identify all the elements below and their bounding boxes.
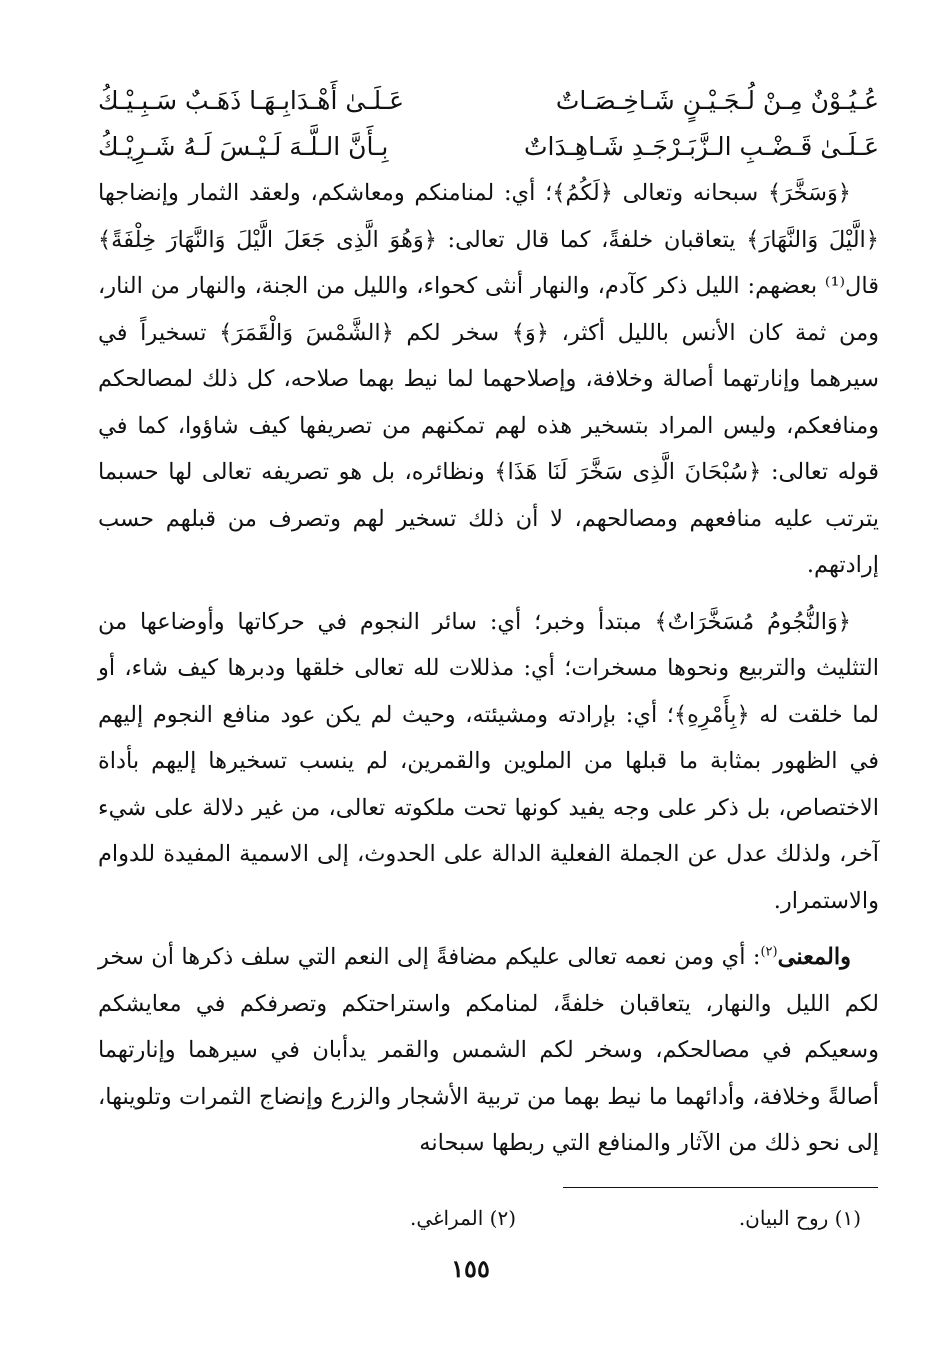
page-body	[98, 78, 879, 1167]
footnote-2: (٢) المراغي.	[409, 1206, 516, 1230]
paragraph-2-text: ﴿وَالنُّجُومُ مُسَخَّرَاتٌ﴾ مبتدأ وخبر؛ أي: سائر النجوم في حركاتها وأوضاعها من التثليث والتربيع ونحوها مسخرات؛ أي: مذللات لله تعالى خلقها ودبرها كيف شاء، أو لما خلقت له ﴿بِأَمْرِهِ﴾؛ أي: بإرادته ومشيئته، وحيث لم يكن عود منافع النجوم إليهم في الظهور بمثابة ما قبلها من الملوين والقمرين، لم ينسب تسخيرها إليهم بأداة الاختصاص، بل ذكر على وجه يفيد كونها تحت ملكوته تعالى، من غير دلالة على شيء آخر، ولذلك عدل عن الجملة الفعلية الدالة على الحدوث، إلى الاسمية المفيدة للدوام والاستمرار.	[98, 608, 879, 914]
poem-verse-1-second-hemistich: عَـلَـىٰ أَهْـدَابِـهَـا ذَهَـبٌ سَـبِـيْـكُ	[98, 86, 405, 115]
poem-verse-2-second-hemistich: بِـأَنَّ الـلَّـهَ لَـيْـسَ لَـهُ شَـرِيْـكُ	[98, 132, 389, 161]
footnote-separator	[563, 1187, 878, 1188]
poem-verse-2-first-hemistich: عَـلَـىٰ قَـضْـبِ الـزَّبَـرْجَـدِ شَـاهِـدَاتٌ	[523, 132, 879, 161]
paragraph-3-lead-word: والمعنى	[777, 944, 851, 970]
paragraph-1	[98, 170, 879, 589]
paragraph-3	[98, 934, 879, 1167]
poem-verse-1-first-hemistich: عُـيُـوْنٌ مِـنْ لُـجَـيْـنٍ شَـاخِـصَـاتٌ	[555, 86, 879, 115]
poem-verse-1	[98, 78, 879, 124]
paragraph-3-text: : أي ومن نعمه تعالى عليكم مضافةً إلى النعم التي سلف ذكرها أن سخر لكم الليل والنهار، يتعاقبان خلفةً، لمنامكم واستراحتكم وتصرفكم في معايشكم وسعيكم في مصالحكم، وسخر لكم الشمس والقمر يدأبان في سيرهما وإنارتهما أصالةً وخلافة، وأدائهما ما نيط بهما من تربية الأشجار والزرع وإنضاج الثمرات وتلوينها، إلى نحو ذلك من الآثار والمنافع التي ربطها سبحانه	[98, 944, 879, 1156]
paragraph-1-text: ﴿وَسَخَّرَ﴾ سبحانه وتعالى ﴿لَكُمُ﴾؛ أي: لمنامنكم ومعاشكم، ولعقد الثمار وإنضاجها ﴿الَّيْلَ وَالنَّهَارَ﴾ يتعاقبان خلفةً، كما قال تعالى: ﴿وَهُوَ الَّذِى جَعَلَ الَّيْلَ وَالنَّهَارَ خِلْفَةً﴾ قال⁽¹⁾ بعضهم: الليل ذكر كآدم، والنهار أنثى كحواء، والليل من الجنة، والنهار من النار، ومن ثمة كان الأنس بالليل أكثر، ﴿وَ﴾ سخر لكم ﴿الشَّمْسَ وَالْقَمَرَ﴾ تسخيراً في سيرهما وإنارتهما أصالة وخلافة، وإصلاحهما لما نيط بهما صلاحه، كل ذلك لمصالحكم ومنافعكم، وليس المراد بتسخير هذه لهم تمكنهم من تصريفها كيف شاؤوا، كما في قوله تعالى: ﴿سُبْحَانَ الَّذِى سَخَّرَ لَنَا هَذَا﴾ ونظائره، بل هو تصريفه تعالى لها حسبما يترتب عليه منافعهم ومصالحهم، لا أن ذلك تسخير لهم وتصرف من قبلهم حسب إرادتهم.	[98, 180, 879, 578]
poem-verse-2	[98, 124, 879, 170]
page-number: ١٥٥	[451, 1254, 490, 1283]
footnote-ref-2: (٢)	[760, 944, 778, 960]
paragraph-2	[98, 599, 879, 925]
footnote-1: (١) روح البيان.	[738, 1206, 861, 1230]
footnotes	[301, 1203, 861, 1233]
